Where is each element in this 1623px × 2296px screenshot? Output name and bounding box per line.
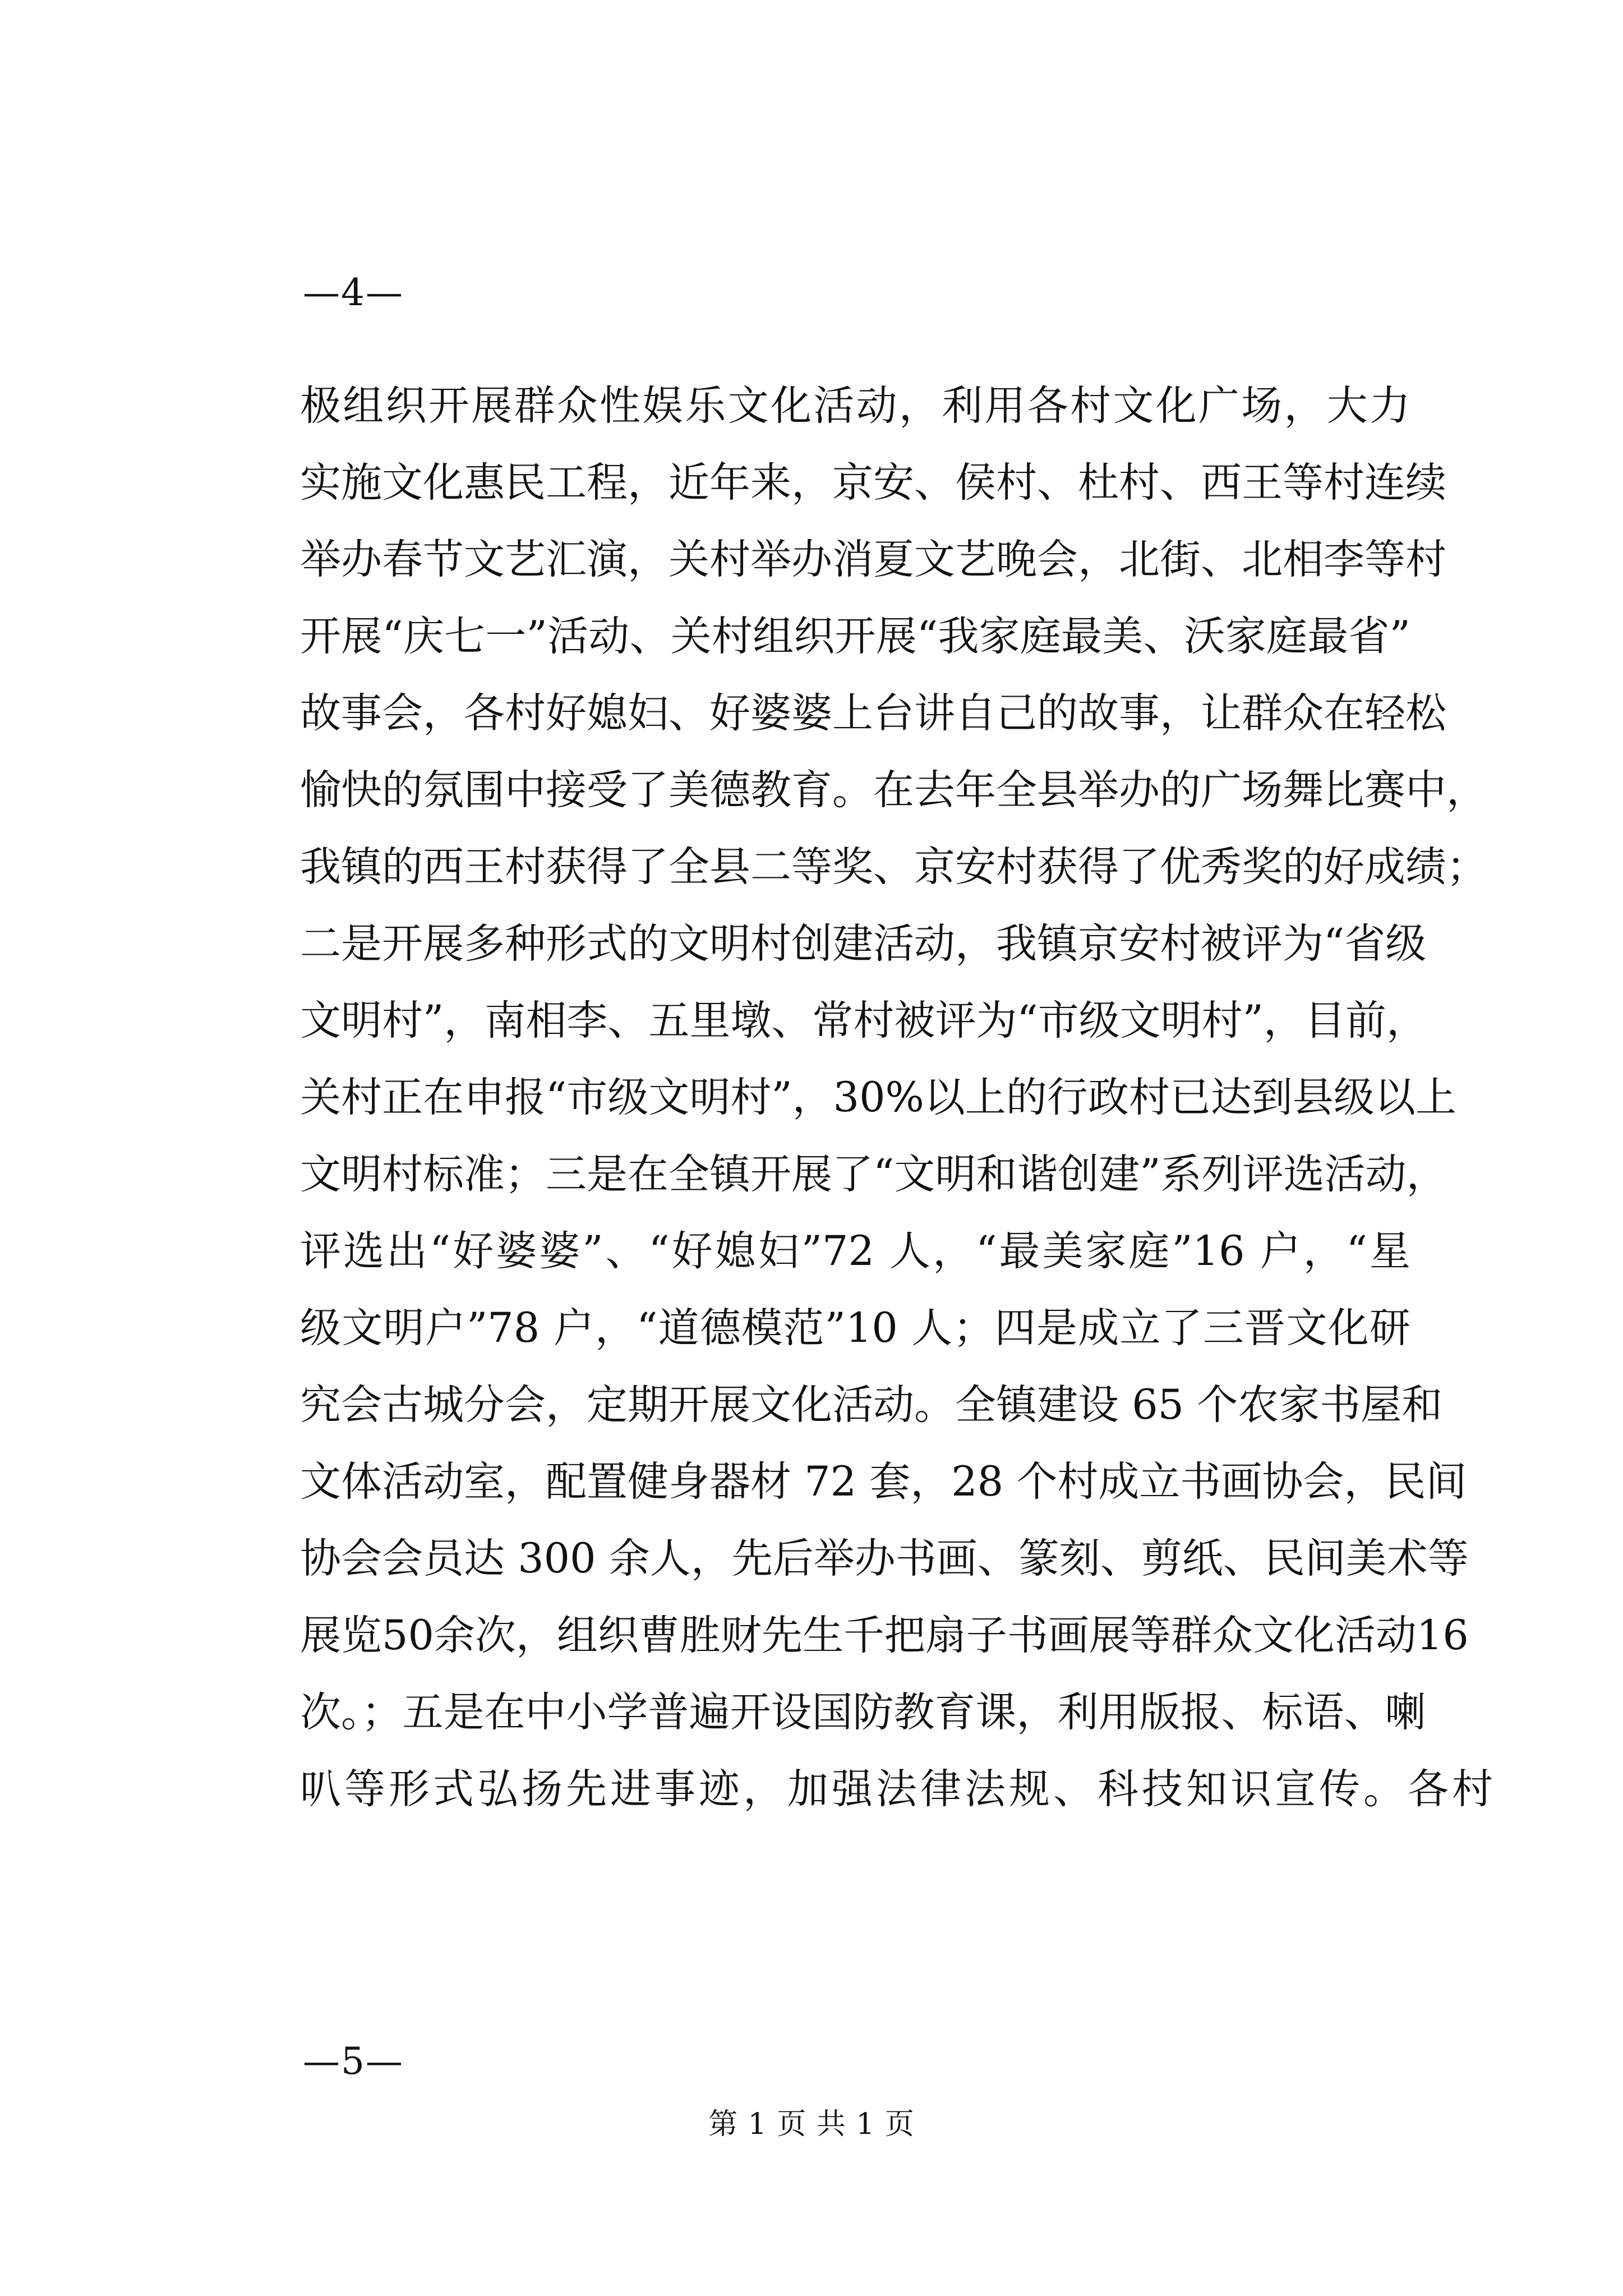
body-text-line: 举办春节文艺汇演，关村举办消夏文艺晚会，北街、北相李等村 [300,536,1446,583]
page-marker-bottom: —5— [303,2040,404,2083]
body-text-line: 文明村标准；三是在全镇开展了“文明和谐创建”系列评选活动， [300,1151,1447,1198]
body-text-line: 究会古城分会，定期开展文化活动。全镇建设 65 个农家书屋和 [300,1381,1443,1429]
body-text-line: 协会会员达 300 余人，先后举办书画、篆刻、剪纸、民间美术等 [300,1535,1469,1582]
body-text-line: 实施文化惠民工程，近年来，京安、侯村、杜村、西王等村连续 [300,459,1446,507]
body-text-line: 开展“庆七一”活动、关村组织开展“我家庭最美、沃家庭最省” [300,613,1410,660]
body-text-line: 展览50余次，组织曹胜财先生千把扇子书画展等群众文化活动16 [300,1612,1469,1659]
body-text-line: 愉快的氛围中接受了美德教育。在去年全县举办的广场舞比赛中， [300,766,1487,814]
body-text-line: 二是开展多种形式的文明村创建活动，我镇京安村被评为“省级 [300,920,1427,968]
body-text-line: 我镇的西王村获得了全县二等奖、京安村获得了优秀奖的好成绩； [300,843,1487,891]
body-text-line: 文明村”，南相李、五里墩、常村被评为“市级文明村”，目前， [300,997,1427,1045]
body-text-line: 关村正在申报“市级文明村”，30%以上的行政村已达到县级以上 [300,1074,1456,1121]
body-text-line: 故事会，各村好媳妇、好婆婆上台讲自己的故事，让群众在轻松 [300,689,1446,737]
body-text-line: 次。；五是在中小学普遍开设国防教育课，利用版报、标语、喇 [300,1688,1426,1736]
body-text-line: 极组织开展群众性娱乐文化活动，利用各村文化广场，大力 [300,382,1410,430]
page-marker-top: —4— [303,271,404,314]
body-text-line: 文体活动室，配置健身器材 72 套，28 个村成立书画协会，民间 [300,1458,1467,1506]
body-text-line: 级文明户”78 户，“道德模范”10 人；四是成立了三晋文化研 [300,1304,1410,1352]
body-text-line: 评选出“好婆婆”、“好媳妇”72 人，“最美家庭”16 户，“星 [300,1227,1410,1275]
body-text-line: 叭等形式弘扬先进事迹，加强法律法规、科技知识宣传。各村 [300,1765,1496,1813]
page-footer: 第 1 页 共 1 页 [708,2108,915,2141]
